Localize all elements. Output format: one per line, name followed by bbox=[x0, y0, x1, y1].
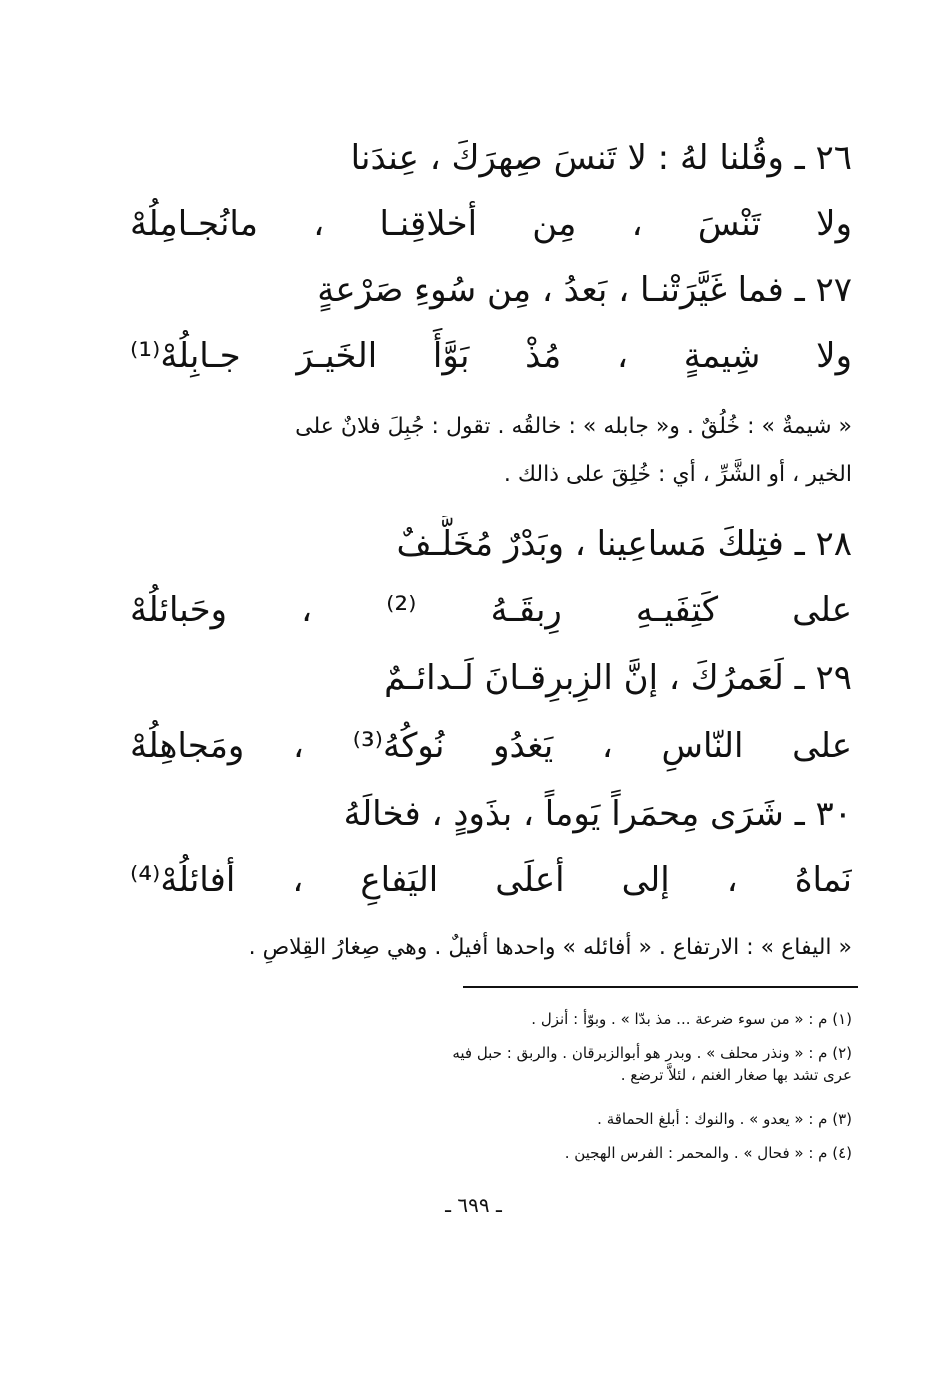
verse-28-first-hemistich: ٢٨ ـ فتِلكَ مَساعِينا ، وبَدْرٌ مُخَلَّـفٌ bbox=[396, 524, 852, 564]
verse-26-second-hemistich: ولا تَنْسَ ، مِن أخلاقِنـا ، مانُجـامِلُهْ bbox=[130, 204, 852, 244]
verse-28-second-hemistich: على كَتِفَيـهِ رِبقَـهُ ⁽²⁾ ، وحَبائلُهْ bbox=[130, 590, 852, 630]
page-number: ـ ٦٩٩ ـ bbox=[445, 1193, 502, 1217]
footnote-separator bbox=[463, 986, 858, 988]
gloss-27-line-2: الخير ، أو الشَّرِّ ، أي : خُلِقَ على ذالك . bbox=[503, 462, 852, 487]
footnote-2: (٢) م : « ونذر محلف » . وبدر هو أبوالزبرقان . والربق : حبل فيه عرى تشد بها صغار الغنم ، لئلاَّ ترضع . bbox=[452, 1044, 852, 1084]
verse-26-first-hemistich: ٢٦ ـ وقُلنا لهُ : لا تَنسَ صِهرَكَ ، عِندَنا bbox=[350, 138, 852, 178]
verse-27-second-hemistich: ولا شِيمةٍ ، مُذْ بَوَّأَ الخَيـرَ جـابِلُهْ⁽¹⁾ bbox=[130, 336, 852, 376]
gloss-30: « اليفاع » : الارتفاع . « أفائله » واحدها أفيلٌ . وهي صِغارُ القِلاصِ . bbox=[248, 935, 852, 960]
verse-30-first-hemistich: ٣٠ ـ شَرَى مِحمَراً يَوماً ، بذَودٍ ، فخالَهُ bbox=[343, 794, 852, 834]
gloss-27-line-1: « شيمةٌ » : خُلُقٌ . و« جابله » : خالقُه . تقول : جُبِلَ فلانٌ على bbox=[295, 414, 852, 439]
footnote-1: (١) م : « من سوء ضرعة ... مذ بدّا » . وبوّأ : أنزل . bbox=[531, 1010, 852, 1028]
verse-30-second-hemistich: نَماهُ ، إلى أعلَى اليَفاعِ ، أفائلُهْ⁽⁴⁾ bbox=[130, 860, 852, 900]
footnote-4: (٤) م : « فحال » . والمحمر : الفرس الهجين . bbox=[564, 1144, 852, 1162]
verse-29-first-hemistich: ٢٩ ـ لَعَمرُكَ ، إنَّ الزِبرِقـانَ لَـدائـمٌ bbox=[384, 658, 852, 698]
verse-29-second-hemistich: على النّاسِ ، يَغدُو نُوكُهُ⁽³⁾ ، ومَجاهِلُهْ bbox=[130, 726, 852, 766]
footnote-3: (٣) م : « يعدو » . والنوك : أبلغ الحماقة . bbox=[597, 1110, 852, 1128]
verse-27-first-hemistich: ٢٧ ـ فما غَيَّرَتْنـا ، بَعدُ ، مِن سُوءِ صَرْعةٍ bbox=[317, 270, 852, 310]
